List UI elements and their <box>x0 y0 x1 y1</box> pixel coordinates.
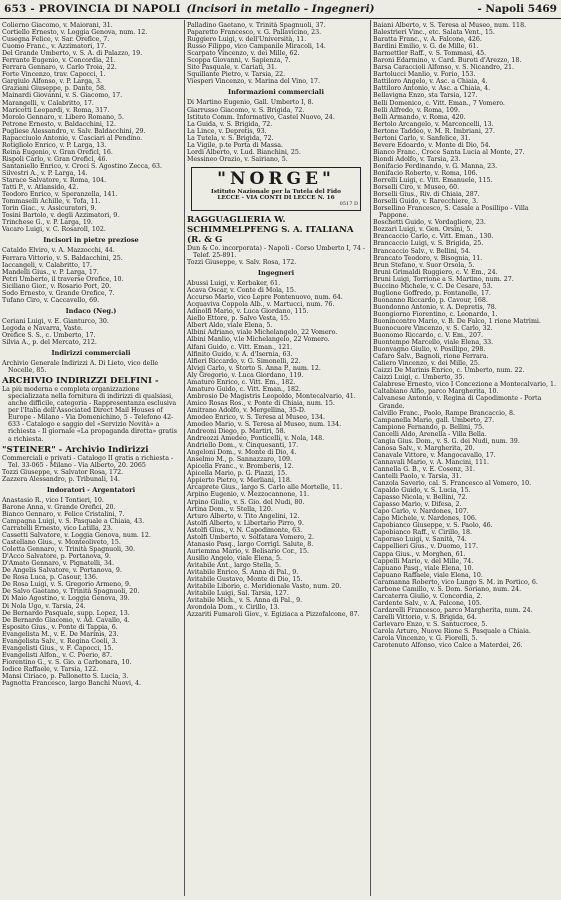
directory-entry: Buonomo Riccardo, c. V. Em., 207. <box>373 332 484 340</box>
directory-entry: Accurso Mario, vico Lepre Pontenuovo, num. 64. <box>187 294 343 302</box>
directory-entry: Pagnotta Francesco, largo Banchi Nuovi, 4. <box>2 680 141 688</box>
directory-entry: Trinchese G., v. P. Larga, 19. <box>2 219 93 227</box>
directory-entry: Squillante Pietro, v. Tarsia, 22. <box>187 71 286 79</box>
directory-entry: Campione Fernando, p. Bellini, 75. <box>373 423 485 431</box>
directory-entry: Capobianco Raff., v. Cirillo, 18. <box>373 529 472 537</box>
directory-entry: Brun Stefano, v. Suor Orsola, 5. <box>373 261 475 269</box>
directory-entry: Baratta Franc., v. A. Falcone, 426. <box>373 36 482 44</box>
directory-entry: Mandelli Gius., v. P. Larga, 17. <box>2 268 99 276</box>
directory-entry: Buontempo Marcello, viale Elena, 33. <box>373 339 494 347</box>
directory-entry: Appierto Pietro, v. Merliani, 118. <box>187 477 292 485</box>
directory-entry: Colierno Giacomo, v. Maiorani, 31. <box>2 22 113 29</box>
directory-entry: Astolfi Umberto, v. Solfatara Vomero, 2. <box>187 533 315 541</box>
directory-entry: Bruni Grimaldi Ruggiero, c. V. Em., 24. <box>373 268 498 276</box>
directory-entry: Bartolucci Manlio, v. Forio, 153. <box>373 71 476 79</box>
directory-entry: Iodice Raffaele, v. Tarsia, 122. <box>2 665 99 673</box>
header-page-province: 653 - PROVINCIA DI NAPOLI <box>4 3 181 15</box>
directory-entry: Amaturo Guido, c. Vitt. Eman., 182. <box>187 385 302 393</box>
directory-entry: Carratelli Ernesto, vico Latilla, 23. <box>2 525 113 532</box>
section-heading: Informazioni commerciali <box>228 88 324 97</box>
directory-entry: Buonincontro Mario, v. B. De Falco, 1 rione Matrimi. <box>373 317 541 325</box>
directory-entry: Carotenuto Alfonso, vico Calce a Materdei, 26. <box>373 642 523 650</box>
directory-entry: Albini Adriano, viale Michelangelo, 22 Vomero. <box>187 329 338 337</box>
directory-entry: Capuano Raffaele, viale Elena, 10. <box>373 571 483 579</box>
directory-entry: Ruggiero Luigi, v. dell'Università, 11. <box>187 36 307 44</box>
directory-entry: Del Grande Umberto, v. S. A. di Palazzo, 19. <box>2 50 143 58</box>
directory-entry: Capo Carlo, v. Nardones, 107. <box>373 508 469 516</box>
directory-entry: Alvigi Carlo, v. Storto S. Anna P., num. 12. <box>187 364 321 372</box>
directory-entry: Capaldo Guido, v. S. Lucia, 15. <box>373 487 471 495</box>
directory-entry: Tufano Ciro, v. Caccavello, 69. <box>2 296 100 304</box>
directory-entry: Buongiorno Fiorentino, c. Leonardo, 1. <box>373 310 498 318</box>
directory-entry: Rapacciuolo Antonio, v. Casciari al Pendino. <box>2 134 143 142</box>
directory-entry: Cancelli Aldo, Arenella - Villa Bella. <box>373 430 487 438</box>
directory-entry: Scoppa Giovanni, v. Sapienza, 7. <box>187 57 291 65</box>
directory-entry: Caramanna Roberto, vico Lungo S. M. in Portico, 6. <box>373 578 538 586</box>
directory-entry: Battiloro Antonio, v. Asc. a Chiaia, 4. <box>373 85 491 93</box>
directory-entry: Carcaterra Giulio, v. Concordia, 2. <box>373 592 483 600</box>
directory-entry: Evangelisti Alfon., v. C. Poerio, 87. <box>2 651 113 659</box>
directory-entry: Battiloro Angelo, v. Asc. a Chiaia, 4. <box>373 78 488 86</box>
directory-entry: Tozzi Giuseppe, v. Salv. Rosa, 172. <box>187 258 297 266</box>
directory-entry: Arpino Giulio, v. S. Gio. del Nudi, 80. <box>187 498 305 506</box>
directory-entry: Bertoni Carlo, v. Sanfelice, 31. <box>373 134 471 142</box>
section-heading: Indirizzi commerciali <box>51 349 131 358</box>
directory-entry: Messineo Orazio, v. Sairiano, 5. <box>187 155 288 163</box>
directory-entry: Siciliano Gior., v. Rosario Port, 20. <box>2 282 112 290</box>
directory-entry: Bardini Emilio, v. G. de Mille, 61. <box>373 43 479 51</box>
directory-entry: De Rosa Luca, p. Casour, 136. <box>2 574 98 582</box>
section-heading: Indaco (Neg.) <box>65 306 117 315</box>
directory-entry: Cataldo Elviro, v. A. Mazzocchi, 44. <box>2 247 115 255</box>
directory-entry: Torin Giac., v. Assicuratori, 9. <box>2 205 97 213</box>
directory-entry: Adinolfi Mario, v. Luca Giordano, 115. <box>187 308 309 316</box>
directory-entry: Silvia A., p. del Mercato, 212. <box>2 339 97 347</box>
directory-entry: Bonifacio Roberto, v. Roma, 106. <box>373 169 478 177</box>
directory-entry: Avitabile Mich., v. S. Anna di Pal., 9. <box>187 597 303 605</box>
directory-entry: Campanella Mario, gall. Umberto, 27. <box>373 416 495 424</box>
directory-entry: Andreozzi Amedeo, Ponticelli, v. Nola, 148. <box>187 435 325 443</box>
directory-entry: Avondola Dom., v. Cirillo, 13. <box>187 604 280 612</box>
directory-entry: Bertone Taddeo, v. M. R. Imbriani, 27. <box>373 127 495 135</box>
directory-entry: Cuomo Franc., v. Azzimatori, 17. <box>2 43 107 51</box>
directory-entry: Alfieri Riccardo, v. G. Simonelli, 22. <box>187 357 301 365</box>
directory-entry: Bianco Franc., Croce Santa Lucia al Monte, 27. <box>373 148 525 156</box>
directory-entry: Ferrara Vittorio, v. S. Baldacchini, 25. <box>2 254 123 262</box>
directory-entry: Amico Rosas Ros., v. Ponte di Chiaia, num. 15. <box>187 399 335 407</box>
directory-entry: Caliero Vincenzo, v. dei Mille, 25. <box>373 360 480 368</box>
directory-entry: Viesperi Vincenzo, v. Marina del Vino, 17. <box>187 78 321 86</box>
directory-entry: Esposito Gius., v. Ponte di Tappia, 6. <box>2 623 118 631</box>
directory-entry: La Tutela, v. S. Brigida, 72. <box>187 134 274 142</box>
directory-entry: Barmettler Raff., v. S. Tommasi, 45. <box>373 50 487 58</box>
directory-entry: Arpino Eugenio, v. Mezzocannone, 11. <box>187 491 310 499</box>
directory-entry: Legoda e Navarra, Vaste. <box>2 324 83 332</box>
directory-entry: Canavale Vittore, v. Mangocavallo, 17. <box>373 451 496 459</box>
directory-entry: Istituto Comm. Informativo, Castel Nuovo, 24. <box>187 113 335 121</box>
directory-entry: Morolo Gennaro, v. Libero Romano, 5. <box>2 113 124 121</box>
directory-entry: Amodeo Mario, v. S. Teresa al Museo, num. 134. <box>187 421 342 429</box>
directory-entry: Avitabile Enrico, S. Anna di Pal., 9. <box>187 569 299 576</box>
directory-entry: Buondonno Antonio, v. A. Depretis, 78. <box>373 303 497 311</box>
directory-entry: Atanasio Pasq., largo Corrigl. Salute, 8. <box>187 540 314 548</box>
directory-entry: Cantelli Paolo, v. Tarsia, 31. <box>373 473 462 480</box>
directory-entry: Vacaro Luigi, v. C. Rosaroll, 102. <box>2 226 106 234</box>
directory-entry: Evangelisti Gius., v. F. Capocci, 15. <box>2 644 114 652</box>
directory-entry: Cafaro Salv., Bagnoli, rione Ferrara. <box>373 353 489 361</box>
directory-entry: La Lince, v. Depretis, 93. <box>187 127 267 135</box>
directory-entry: Albini Manlio, v.le Michelangelo, 22 Vomero. <box>187 336 330 344</box>
directory-entry: Carola Arturo, Nuove Rione S. Pasquale a Chiaia. <box>373 628 531 636</box>
directory-entry: Di Maio Agostino, v. Loggia Genova, 39. <box>2 595 130 603</box>
directory-entry: Buonocuore Vincenzo, v. S. Carlo, 32. <box>373 325 493 333</box>
directory-entry: Capasso Mario, v. Difesa, 2. <box>373 501 462 509</box>
directory-entry: Canosa Salv., v. Margherita, 20. <box>373 444 475 452</box>
directory-entry: Caizzi De Marinis Enrico, c. Umberto, num. 22. <box>373 367 525 375</box>
directory-entry: Artina Dom., v. Stella, 120. <box>187 505 273 513</box>
directory-entry: Caltabiano Alfio, parco Margherita, 10. <box>373 388 499 396</box>
directory-entry: Boschetti Guido, v. Vordagliere, 23. <box>373 219 486 227</box>
display-advert-heading: ARCHIVIO INDIRIZZI DELFINI - <box>2 376 159 387</box>
directory-entry: Bruni Luigi, Torrione a S. Martino, num. 27. <box>373 275 514 283</box>
directory-entry: Teodoro Enrico, v. Speranzella, 141. <box>2 191 118 199</box>
directory-entry: Tosini Bartolo, v. degli Azzimatori, 9. <box>2 212 120 220</box>
header-city-page: - Napoli 5469 <box>477 3 557 15</box>
advert-box <box>191 167 361 211</box>
directory-entry: Cangia Gius. Dom., v. S. G. dei Nudi, num. 39. <box>373 437 520 445</box>
directory-entry: Albert Aldo, viale Elena, 5. <box>187 322 273 330</box>
directory-entry: Sito Pasquale, v. Cariati, 31. <box>187 64 277 72</box>
directory-entry: Campagna Luigi, v. S. Pasquale a Chiaia, 43. <box>2 517 145 525</box>
directory-entry: Amodeo Enrico, v. S. Teresa al Museo, 134. <box>187 413 325 421</box>
directory-entry: Mainardi Giovanni, v. S. Giacomo, 17. <box>2 92 123 100</box>
directory-entry: Scarpato Vincenzo, v. dei Mille, 62. <box>187 50 300 58</box>
directory-entry: Di Nola Ugo, v. Tarsia, 24. <box>2 602 86 610</box>
directory-entry: Bozzari Luigi, v. Gen. Orsini, 5. <box>373 226 473 234</box>
directory-entry: Borsellino Francesco, S. Casale a Posillipo - Villa Pappone. <box>373 205 529 220</box>
directory-entry: Cardente Salv., v. A. Falcone, 105. <box>373 599 482 607</box>
directory-entry: Biondi Adolfo, v. Tarsia, 23. <box>373 155 461 163</box>
directory-entry: Ceriani Luigi, v. E. Gianturco, 30. <box>2 317 109 325</box>
directory-entry: Tozzi Giuseppe, v. Salvator Rosa, 172. <box>2 468 124 476</box>
directory-entry: Amaturo Enrico, c. Vitt. Em., 182. <box>187 378 296 386</box>
directory-entry: Andreoni Diego, p. Martiri, 58. <box>187 428 286 436</box>
directory-entry: Sodo Ernesto, v. Grande Orefice, 7. <box>2 289 115 297</box>
directory-entry: D'Acco Salvatore, p. Portanova, 9. <box>2 553 111 561</box>
directory-entry: Anselmo M., p. Sannazzaro, 109. <box>187 456 292 464</box>
directory-entry: Cappelli Mario, v. del Mille, 74. <box>373 557 474 565</box>
directory-entry: Dun & Co. incorporata) - Napoli - Corso Umberto I, 74 - Telef. 25-891. <box>187 244 365 259</box>
directory-entry: Arturo Alberto, v. Tito Angelini, 12. <box>187 512 300 520</box>
column-1 <box>2 22 180 896</box>
directory-entry: Russo Filippo, vico Campanile Miracoli, 14. <box>187 43 326 51</box>
directory-entry: Cappellieri Gius., v. Duomo, 117. <box>373 543 478 551</box>
directory-entry: Rispoli Carlo, v. Gran Oreficl, 46. <box>2 155 108 163</box>
directory-entry: Acava Oscar, v. Conte di Mola, 15. <box>187 287 296 295</box>
display-advert-heading: RAGGUAGLIERIA W. SCHIMMELPFENG S. A. ITALIANA (R. & G <box>187 214 354 245</box>
section-heading: Indoratori - Argentatori <box>46 485 136 494</box>
directory-entry: Coletta Gennaro, v. Trinità Spagnuoli, 30. <box>2 546 136 554</box>
directory-entry: Ausilio Angelo, viale Elena, 5. <box>187 554 283 562</box>
directory-entry: La Guida, v. S. Brigida, 72. <box>187 120 273 128</box>
directory-entry: Brancaccio Salv., v. Bellini, 54. <box>373 247 471 255</box>
directory-entry: Buglione Goffredo, p. Fontanelle, 17. <box>373 289 491 297</box>
directory-entry: Brancato Teodoro, v. Bisognia, 11. <box>373 254 483 262</box>
directory-entry: Silvestri A., v. P. Larga, 14. <box>2 169 88 177</box>
directory-entry: Baiani Alberto, v. S. Teresa al Museo, num. 118. <box>373 22 527 29</box>
column-divider <box>184 20 185 896</box>
directory-entry: De Salvo Gaetano, v. Trinità Spagnuoli, 20. <box>2 588 140 596</box>
directory-entry: Zazzera Alessandro, p. Tribunali, 14. <box>2 475 120 483</box>
directory-entry: Cortiello Ernesto, v. Loggia Genova, num. 12. <box>2 29 148 37</box>
directory-entry: Avitabile Ant., largo Stella, 5. <box>187 561 282 569</box>
directory-entry: Astolfi Alberto, v. Libertario Pirro, 9. <box>187 519 304 527</box>
directory-entry: Archivio Generale Indirizzi A. Di Lieto, vico delle Nocelle, 85. <box>2 360 159 375</box>
directory-entry: Carelli Vittorio, v. S. Brigida, 64. <box>373 613 477 621</box>
directory-entry: Apicella Franc., v. Bromberis, 12. <box>187 463 294 471</box>
directory-entry: Bevere Edoardo, v. Monte di Dio, 54. <box>373 141 491 149</box>
directory-entry: Buccino Michele, v. C. De Cesare, 53. <box>373 282 493 290</box>
display-advert-heading: "STEINER" - Archivio Indirizzi <box>2 444 149 455</box>
directory-entry: Palladino Gaetano, v. Trinità Spagnuoli, 37. <box>187 22 326 29</box>
directory-entry: Aiello Ettore, p. Salvo Vesta, 15. <box>187 315 290 323</box>
directory-entry: Capo Michele, v. Nardones, 106. <box>373 515 477 523</box>
directory-entry: Marangelli, v. Calabritto, 17. <box>2 99 94 107</box>
directory-entry: Belli Alfredo, v. Roma, 109. <box>373 106 460 114</box>
directory-entry: Amitrano Adolfo, v. Mergellina, 35-D. <box>187 406 306 414</box>
directory-entry: La più moderna e completa organizzazione specializzata nella fornitura di indirizzi di qualsiasi, anche difficile, categoria - Rappresentanza esclusiva per l'Italia dell'Associated Direct Mail Houses of Europe - Milano - Via Domenichino, 5 - Telefono 42-633 - Catalogo e saggio del «Servizio Novità» a richiesta - Il giornale «La propaganda diretta» gratis a richiesta. <box>2 386 177 443</box>
directory-entry: Buonanno Riccardo, p. Cavour, 168. <box>373 296 488 304</box>
directory-entry: Reina Eugenio, v. Gran Oreficl, 16. <box>2 148 113 156</box>
directory-entry: Pugliese Alessandro, v. Salv. Baldacchini, 29. <box>2 127 146 135</box>
directory-entry: La Vigile, p.te Porta di Massa. <box>187 141 284 149</box>
directory-entry: Carola Vincenzo, v. G. Fiorelli, 5. <box>373 635 478 643</box>
directory-entry: Bonifacio Ferdinando, v. G. Manna, 23. <box>373 162 498 170</box>
directory-entry: Azzariti Fumaroli Giov., v. Egiziaca a Pizzofalcone, 87. <box>187 611 360 619</box>
directory-entry: Maricotti Leopardi, v. Roma, 317. <box>2 106 110 114</box>
directory-entry: Aly Gregorio, v. Luca Giordano, 119. <box>187 371 304 379</box>
directory-entry: Anastasio R., vico I Tontieri, 10. <box>2 496 104 504</box>
directory-entry: Petrone Ernesto, v. Baldacchini, 12. <box>2 120 116 128</box>
directory-entry: Borrelli Luigi, c. Vitt. Emanuele, 115. <box>373 177 493 185</box>
advert-line: LECCE - VIA CONTI DI LECCE N. 16 <box>217 195 335 202</box>
directory-entry: Calabrese Ernesto, vico I Concezione a Montecalvario, 1. <box>373 381 556 389</box>
column-divider <box>370 20 371 896</box>
directory-entry: Calvillo Franc., Paolo, Rampe Brancaccio, 8. <box>373 409 515 417</box>
page-header <box>0 0 561 19</box>
directory-entry: Andriello Dom., v. Cinquesanti, 17. <box>187 442 299 450</box>
directory-entry: Di Martino Eugenio, Gall. Umberto I, 8. <box>187 99 314 107</box>
directory-entry: De Bernardo Giacomo, v. Ad. Cavallo, 4. <box>2 616 130 624</box>
directory-entry: Ferrante Eugenio, v. Concordia, 21. <box>2 57 116 65</box>
directory-entry: Apicella Mario, p. G. Piazzi, 15. <box>187 470 288 478</box>
directory-entry: Paparetto Francesco, v. G. Pallavicino, 23. <box>187 29 322 37</box>
directory-entry: Arcaprete Gius., largo S. Carlo alle Mortelle, 11. <box>187 484 343 492</box>
directory-entry: Capuano Pasq., viale Elena, 10. <box>373 564 474 572</box>
directory-entry: Auriemma Mario, v. Belisario Cor., 15. <box>187 547 310 555</box>
directory-entry: Petri Umberto, il traverse Orefice, 10. <box>2 275 124 283</box>
directory-entry: Barsa Caraccioli Alfonso, v. S. Nicandro, 21. <box>373 64 514 72</box>
directory-entry: Ferrara Gennaro, v. Carlo Troia, 22. <box>2 64 117 72</box>
directory-entry: Rotigliolo Enrico, v. P. Larga, 13. <box>2 141 107 149</box>
directory-entry: Cassetti Salvatore, v. Loggia Genova, num. 12. <box>2 532 151 540</box>
directory-entry: Lordi Alberto, v. Lud. Bianchini, 25. <box>187 148 301 156</box>
directory-entry: De Bernardo Pasquale, supp. Lopez, 13. <box>2 609 130 617</box>
advert-code: 0517 D <box>339 200 358 207</box>
advert-line: "NORGE" <box>217 168 335 189</box>
directory-entry: Canzola Saverio, cal. S. Francesco al Vomero, 10. <box>373 480 532 488</box>
directory-entry: Capasso Nicola, v. Bellini, 72. <box>373 494 468 502</box>
directory-entry: Cusegna Felice, v. Sar. Oreflce, 7. <box>2 36 110 44</box>
directory-entry: Ambrosio De Magistris Leopoldo, Montecalvario, 41. <box>187 392 356 400</box>
directory-entry: Cardarelli Francesco, parco Margherita, num. 24. <box>373 606 533 614</box>
directory-entry: Belli Domenico, c. Vitt. Eman., 7 Vomero. <box>373 99 505 107</box>
directory-entry: Mansi Ciriaco, p. Pallonetto S. Lucia, 3. <box>2 672 129 680</box>
directory-entry: Borselli Guido, v. Rarecchiere, 3. <box>373 198 479 206</box>
directory-entry: Iaccangeli, v. Calabritto, 17. <box>2 261 92 269</box>
directory-entry: De Angelis Salvatore, v. Portanova, 9. <box>2 567 122 575</box>
directory-entry: Carlevaro Enzo, v. S. Santucroce, 5. <box>373 620 488 628</box>
directory-entry: Castellano Gius., v. Monteoliveto, 15. <box>2 539 121 547</box>
column-3 <box>373 22 557 896</box>
directory-entry: Avitabile Luigi, Sal. Tarsia, 127. <box>187 590 289 598</box>
directory-entry: Cannella G. B., v. E. Cosenz, 31. <box>373 465 476 473</box>
directory-entry: Buonvagno Giulio, v. Posillipo, 298. <box>373 346 486 354</box>
directory-entry: De Rosa Luigi, v. S. Gregorio Armeno, 9. <box>2 581 132 589</box>
directory-entry: Cappa Gius., v. Morghen, 61. <box>373 550 466 558</box>
directory-entry: Brancaccio Luigi, v. S. Brigida, 25. <box>373 240 484 248</box>
directory-entry: Borselli Ciro, v. Museo, 60. <box>373 184 460 192</box>
directory-entry: Evangelista Salv., v. Regina Coeli, 3. <box>2 637 118 645</box>
directory-entry: Evangelista M., v. E. De Marinis, 23. <box>2 630 119 638</box>
directory-entry: Astolfi Gius., v. N. Capodimonte, 63. <box>187 526 303 534</box>
directory-entry: D'Amato Gennaro, v. Pignatelli, 34. <box>2 560 115 568</box>
directory-entry: Commerciali e privati - Catalogo II gratis a richiesta - Tel. 33-065 - Milano - Via Alberto, 20. 2065 <box>2 454 174 469</box>
directory-entry: Borselli Gius., Riv. di Chiaia, 287. <box>373 191 480 199</box>
directory-entry: Avitabile Liborio, c. Meridionale Vasto, num. 20. <box>187 583 342 591</box>
directory-entry: Angeloni Dom., v. Monte di Dio, 4. <box>187 449 297 457</box>
directory-entry: Santaniello Enrico, v. Croci S. Agostino Zecca, 63. <box>2 162 163 170</box>
directory-entry: Bellavigna Enzo, sta Tarsia, 127. <box>373 92 478 100</box>
section-heading: Ingegneri <box>257 269 295 278</box>
directory-entry: Graziani Giuseppe, p. Dante, 58. <box>2 85 106 93</box>
directory-entry: Starace Salvatore, v. Roma, 104. <box>2 177 107 185</box>
directory-entry: Caizzi Luigi, c. Umberto, 35. <box>373 374 465 382</box>
directory-entry: Barone Anna, v. Grande Orefici, 20. <box>2 503 116 511</box>
directory-entry: Belli Armando, v. Roma, 420. <box>373 113 466 121</box>
directory-entry: Cannavali Mario, v. A. Mancini, 111. <box>373 458 490 466</box>
directory-entry: Bertolo Arcangelo, v. Marconcelli, 13. <box>373 120 494 128</box>
directory-entry: Avitabile Gustavo, Monte di Dio, 15. <box>187 576 303 584</box>
directory-entry: Capobianco Giuseppe, v. S. Paolo, 46. <box>373 522 493 530</box>
column-2 <box>187 22 365 896</box>
directory-entry: Alfinito Guido, v. A. d'Isernia, 63. <box>187 350 293 358</box>
directory-entry: Bianco Gennaro, v. Felice Cristalini, 7. <box>2 510 125 518</box>
directory-entry: Calvanese Antonio, v. Regina di Capodimonte - Porta Grande. <box>373 395 542 410</box>
directory-entry: Baroni Edarmino, v. Card. Buroti d'Arezzo, 18. <box>373 57 522 65</box>
directory-entry: Acquaviva Coppola Alb., v. Martucci, num. 76. <box>187 301 335 309</box>
directory-entry: Abussi Luigi, v. Kerbaker, 61. <box>187 280 281 288</box>
directory-entry: Giarrusso Giacomo, v. S. Brigida, 72. <box>187 106 305 114</box>
advert-line: Istituto Nazionale per la Tutela del Fido <box>211 188 341 195</box>
directory-entry: Tatti P., v. Atlansido, 42. <box>2 184 79 192</box>
directory-entry: Caporaso Luigi, v. Sanità, 74. <box>373 536 467 544</box>
directory-entry: Carbone Camillo, v. S. Dom. Soriano, num. 24. <box>373 585 522 593</box>
directory-entry: Tommaselli Achille, v. Tofa, 11. <box>2 198 101 206</box>
directory-entry: Brancaccio Carlo, c. Vitt. Eman., 130. <box>373 233 494 241</box>
header-section-range: (Incisori in metallo - Ingegneri) <box>186 3 375 15</box>
directory-entry: Balestrieri Vinc., etc. Salata Vent., 15. <box>373 29 495 37</box>
directory-entry: Fiorentino G., v. S. Gio. a Carbonara, 10. <box>2 658 132 666</box>
section-heading: Incisori in pietre preziose <box>43 236 139 245</box>
directory-entry: Forte Vincenzo, trav. Capocci, 1. <box>2 71 106 79</box>
directory-entry: Alfani Guido, c. Vitt. Eman., 121. <box>187 343 293 351</box>
directory-entry: Gargiulo Alfonso, v. P. Larga, 3. <box>2 78 102 86</box>
directory-entry: Orefice S. S., c. Umberto, 17. <box>2 331 96 339</box>
